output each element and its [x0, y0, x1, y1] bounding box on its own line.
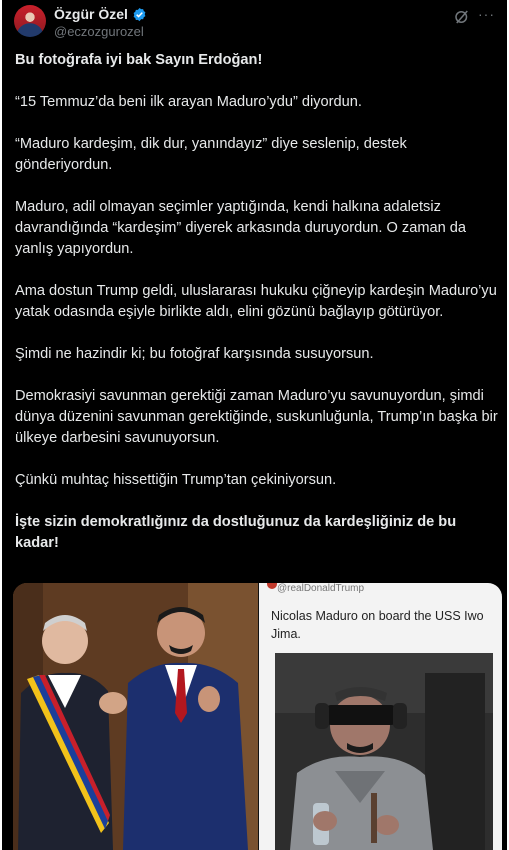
tweet-paragraph: İşte sizin demokratlığınız da dostluğunuz da kardeşliğiniz de bu kadar! — [15, 514, 457, 551]
embedded-post-screenshot[interactable] — [259, 583, 502, 850]
more-icon[interactable]: ··· — [478, 6, 495, 22]
embedded-photo — [275, 653, 493, 850]
author-name[interactable]: Özgür Özel — [54, 6, 128, 22]
photo-erdogan-maduro[interactable] — [13, 583, 258, 850]
embedded-post-text: Nicolas Maduro on board the USS Iwo Jima. — [271, 609, 484, 641]
embedded-avatar — [267, 583, 277, 589]
post-header — [10, 2, 501, 42]
author-handle[interactable]: @eczozgurozel — [54, 24, 144, 39]
tweet-paragraph: Bu fotoğrafa iyi bak Sayın Erdoğan! — [15, 52, 263, 68]
tweet-paragraph: Maduro, adil olmayan seçimler yaptığında, kendi halkına adaletsiz davrandığında “kardeşim” diyerek arkasında duruyordun. O zaman da yanlış yapıyordun. — [15, 199, 467, 257]
media-grid[interactable] — [13, 583, 502, 850]
tweet-paragraph: Şimdi ne hazindir ki; bu fotoğraf karşısında susuyorsun. — [15, 346, 374, 362]
grok-icon[interactable] — [453, 8, 471, 26]
post-container — [2, 0, 507, 850]
avatar[interactable] — [14, 5, 46, 37]
photo-illustration — [13, 583, 258, 850]
embedded-handle: @realDonaldTrump — [277, 583, 365, 594]
embedded-photo-illustration — [275, 653, 493, 850]
tweet-paragraph: “15 Temmuz’da beni ilk arayan Maduro’ydu” diyordun. — [15, 94, 362, 110]
tweet-paragraph: Çünkü muhtaç hissettiğin Trump’tan çekiniyorsun. — [15, 472, 337, 488]
tweet-paragraph: Demokrasiyi savunman gerektiği zaman Maduro’yu savunuyordun, şimdi dünya düzenini savunman gerektiğinde, suskunluğunla, Trump’ın başka bir ülkeye darbesini savunuyorsun. — [15, 388, 498, 446]
tweet-text — [15, 50, 501, 575]
tweet-paragraph: “Maduro kardeşim, dik dur, yanındayız” diye seslenip, destek gönderiyordun. — [15, 136, 407, 173]
verified-badge-icon — [132, 7, 147, 22]
tweet-paragraph: Ama dostun Trump geldi, uluslararası hukuku çiğneyip kardeşin Maduro’yu yatak odasında eşiyle birlikte aldı, elini gözünü bağlayıp götürüyor. — [15, 283, 497, 320]
author-name-line — [54, 6, 147, 22]
